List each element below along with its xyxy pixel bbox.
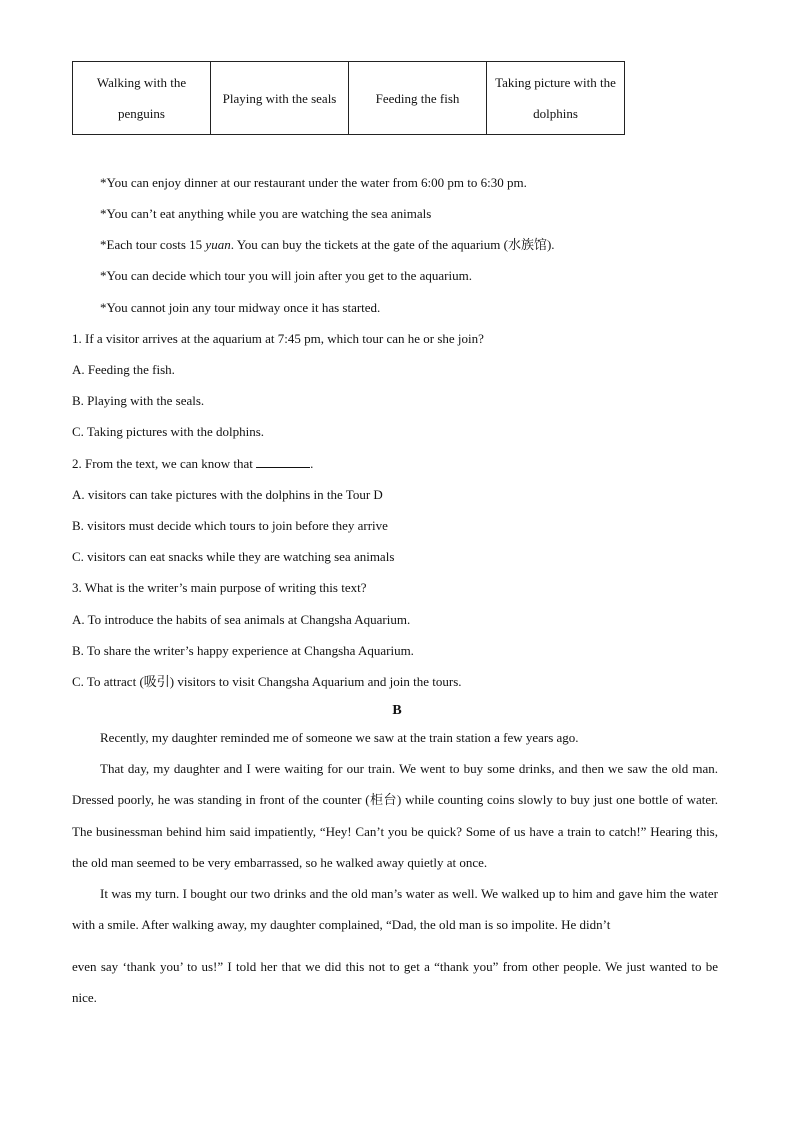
q3-option-a: A. To introduce the habits of sea animals at Changsha Aquarium. — [72, 612, 411, 627]
tour-cell-dolphins: Taking picture with the dolphins — [487, 62, 625, 135]
tour-cell-seals: Playing with the seals — [211, 62, 349, 135]
note-dinner: *You can enjoy dinner at our restaurant under the water from 6:00 pm to 6:30 pm. — [100, 175, 527, 190]
q2-option-a: A. visitors can take pictures with the dolphins in the Tour D — [72, 487, 383, 502]
q1-option-b: B. Playing with the seals. — [72, 393, 205, 408]
tour-cell-fish: Feeding the fish — [349, 62, 487, 135]
paragraph-3b: even say ‘thank you’ to us!” I told her that we did this not to get a “thank you” from other people. We just wanted to be nice. — [72, 959, 718, 1006]
note-no-midway: *You cannot join any tour midway once it has started. — [100, 300, 381, 315]
q2-option-b: B. visitors must decide which tours to join before they arrive — [72, 518, 388, 533]
tour-cell-penguins: Walking with the penguins — [73, 62, 211, 135]
question-2 — [72, 456, 313, 472]
question-2-text: 2. From the text, we can know that — [72, 456, 253, 471]
q3-option-b: B. To share the writer’s happy experience at Changsha Aquarium. — [72, 643, 414, 658]
q1-option-a: A. Feeding the fish. — [72, 362, 175, 377]
table-row — [73, 62, 625, 135]
note-decide-tour: *You can decide which tour you will join after you get to the aquarium. — [100, 268, 472, 283]
q2-option-c: C. visitors can eat snacks while they are watching sea animals — [72, 549, 395, 564]
question-3: 3. What is the writer’s main purpose of writing this text? — [72, 580, 367, 595]
paragraph-1: Recently, my daughter reminded me of someone we saw at the train station a few years ago. — [100, 730, 579, 745]
note-no-eating: *You can’t eat anything while you are watching the sea animals — [100, 206, 432, 221]
q1-option-c: C. Taking pictures with the dolphins. — [72, 424, 265, 439]
answer-blank — [256, 456, 310, 468]
paragraph-3a: It was my turn. I bought our two drinks and the old man’s water as well. We walked up to him and gave him the water with a smile. After walking away, my daughter complained, “Dad, the old man is so impolite. He didn’t — [72, 886, 718, 933]
q3-option-c: C. To attract (吸引) visitors to visit Changsha Aquarium and join the tours. — [72, 674, 462, 689]
note-ticket-price: *Each tour costs 15 yuan. You can buy the tickets at the gate of the aquarium (水族馆). — [100, 237, 555, 252]
question-2-period: . — [310, 456, 314, 471]
tours-table — [72, 61, 625, 135]
section-heading: B — [392, 703, 402, 718]
paragraph-2: That day, my daughter and I were waiting for our train. We went to buy some drinks, and then we saw the old man. Dressed poorly, he was standing in front of the counter (柜台) while counting coins slowly to buy just one bottle of water. The businessman behind him said impatiently, “Hey! Can’t you be quick? Some of us have a train to catch!” Hearing this, the old man seemed to be very embarrassed, so he walked away quietly at once. — [72, 761, 718, 870]
question-1: 1. If a visitor arrives at the aquarium at 7:45 pm, which tour can he or she join? — [72, 331, 484, 346]
